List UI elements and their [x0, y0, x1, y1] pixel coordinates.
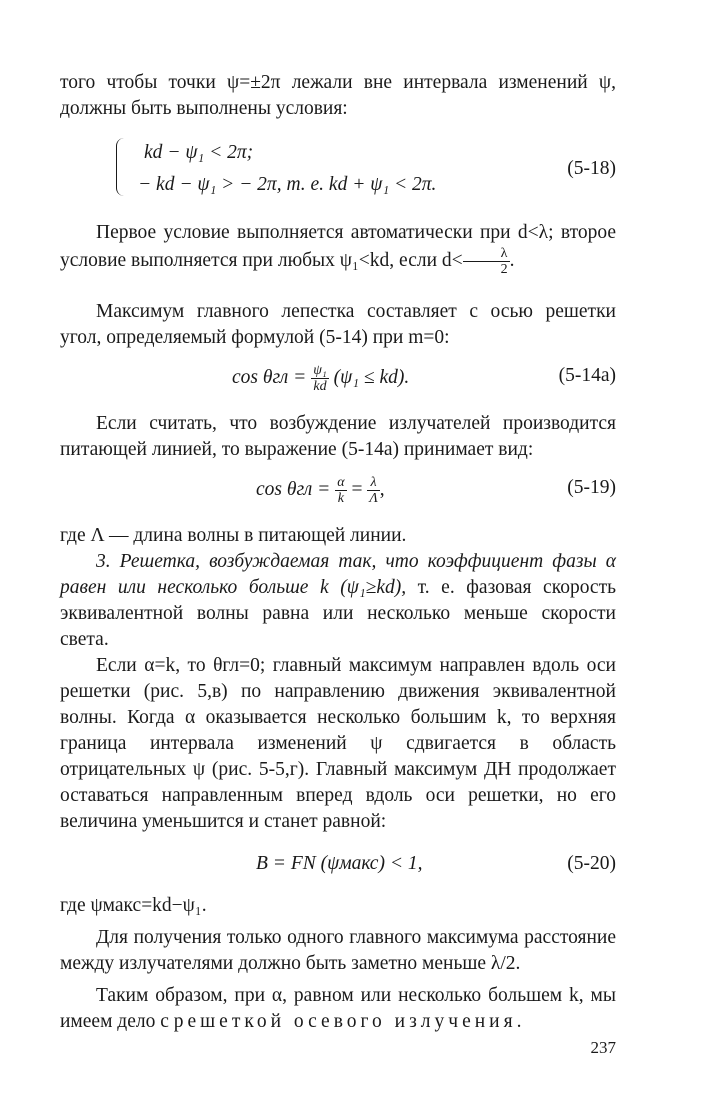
- equation-5-19: cos θгл = $\frac{\alpha}{k}$ = $\frac{\lambda}{\Lambda}$ , (5-19): [256, 475, 616, 506]
- equation-number: (5-20): [567, 853, 616, 874]
- equation-5-20: B = FN (ψмакс) < 1, (5-20): [60, 851, 616, 877]
- page-number: 237: [590, 1038, 616, 1057]
- paragraph-conclusion: Таким образом, при α, равном или несколько большем k, мы имеем дело с решеткой осевого излучения.: [60, 985, 616, 1032]
- paragraph-intro: того чтобы точки ψ=±2π лежали вне интервала изменений ψ, должны быть выполнены условия:: [60, 72, 616, 119]
- fraction-lambda-over-2: $\frac{\lambda}{2}$: [463, 246, 510, 277]
- equation-5-18-line-1: kd − ψ₁ < 2π;: [144, 142, 254, 163]
- paragraph-first-condition: Первое условие выполняется автоматически при d<λ; второе условие выполняется при любых ψ₁<kd, если d< $\frac{\lambda}{2}$ .: [60, 222, 616, 277]
- fraction-alpha-over-k: $\frac{\alpha}{k}$: [337, 475, 345, 506]
- paragraph-feed-line: Если считать, что возбуждение излучателей производится питающей линией, то выражение (5-14a) принимает вид:: [60, 413, 616, 460]
- curly-brace: [116, 138, 127, 196]
- equation-number: (5-14a): [558, 365, 616, 386]
- equation-5-14a: cos θгл = $\frac{\text{ψ₁}}{kd}$ (ψ₁ ≤ kd). (5-14a): [232, 363, 616, 394]
- emphasis-axial-array: решеткой осевого излучения: [173, 1011, 517, 1032]
- condition-tail: если d<: [399, 249, 463, 271]
- equation-number: (5-18): [567, 158, 616, 179]
- equation-5-18-line-2: − kd − ψ₁ > − 2π, т. е. kd + ψ₁ < 2π.: [138, 174, 437, 195]
- paragraph-wavelength-note: где Λ — длина волны в питающей линии.: [60, 525, 407, 546]
- equation-5-18: [60, 136, 616, 202]
- paragraph-psi-max: где ψмакс=kd−ψ₁.: [60, 895, 207, 916]
- case-3-heading: 3. Решетка, возбуждаемая так, что коэффициент фазы α равен или несколько больше k (ψ₁≥kd),: [60, 551, 616, 598]
- paragraph-alpha-equals-k: Если α=k, то θгл=0; главный максимум направлен вдоль оси решетки (рис. 5,в) по направлению движения эквивалентной волны. Когда α оказывается несколько большим k, то верхняя граница интервала изменений ψ сдвигается в область отрицательных ψ (рис. 5-5,г). Главный максимум ДН продолжает оставаться направленным вперед вдоль оси решетки, но его величина уменьшится и станет равной:: [60, 655, 616, 832]
- paragraph-single-maximum: Для получения только одного главного максимума расстояние между излучателями должно быть заметно меньше λ/2.: [60, 927, 616, 974]
- paragraph-case-3: 3. Решетка, возбуждаемая так, что коэффициент фазы α равен или несколько больше k (ψ₁≥kd), т. е. фазовая скорость эквивалентной волны равна или несколько меньше скорости света.: [60, 551, 616, 650]
- fraction-lambda-over-Lambda: $\frac{\lambda}{\Lambda}$: [369, 475, 378, 506]
- paragraph-main-lobe: Максимум главного лепестка составляет с осью решетки угол, определяемый формулой (5-14) при m=0:: [60, 301, 616, 348]
- fraction-psi1-over-kd: $\frac{\text{ψ₁}}{kd}$: [313, 363, 327, 394]
- document-page: [60, 70, 616, 1035]
- equation-number: (5-19): [567, 477, 616, 498]
